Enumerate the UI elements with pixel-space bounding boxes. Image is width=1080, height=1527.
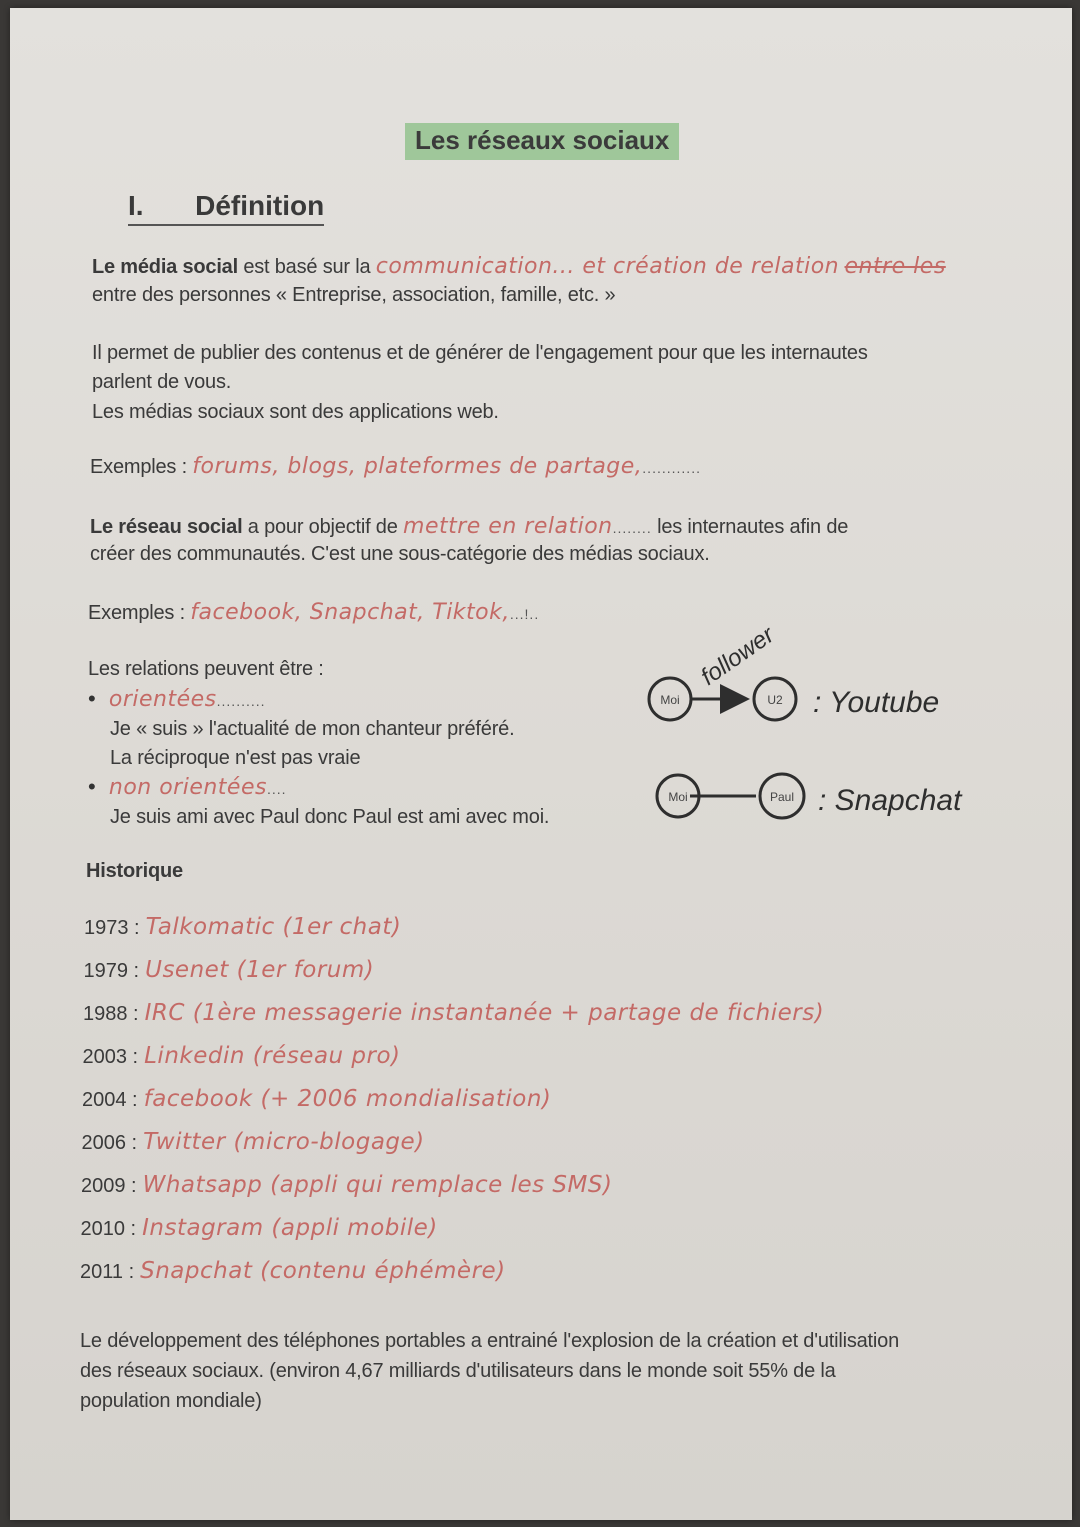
timeline-entry-handwriting: IRC (1ère messagerie instantanée + partage de fichiers)	[144, 1000, 825, 1026]
p1-handwriting: communication... et création de relation	[375, 254, 840, 279]
timeline-entry-handwriting: Linkedin (réseau pro)	[144, 1043, 401, 1069]
term-media-social: Le média social	[92, 256, 238, 278]
relations-intro: Les relations peuvent être :	[88, 658, 324, 680]
timeline-row	[83, 1000, 824, 1026]
bullet-non-oriented-line1: Je suis ami avec Paul donc Paul est ami avec moi.	[110, 806, 550, 828]
timeline-row	[82, 1086, 551, 1112]
bullet-dots: ..........	[216, 693, 266, 709]
p3-line2: créer des communautés. C'est une sous-catégorie des médias sociaux.	[90, 543, 710, 565]
section-label: Définition	[195, 190, 325, 221]
examples-networks	[88, 600, 539, 625]
paragraph-reseau-social	[90, 514, 848, 539]
conclusion-line3: population mondiale)	[80, 1390, 262, 1412]
node-moi-bottom-label: Moi	[668, 790, 688, 804]
timeline-year: 1988 :	[83, 1003, 139, 1025]
bullet-non-oriented	[88, 774, 287, 800]
bullet-non-oriented-handwriting: non orientées	[108, 775, 267, 800]
bullet-oriented-line2: La réciproque n'est pas vraie	[110, 747, 361, 769]
bullet-oriented-handwriting: orientées	[108, 687, 217, 712]
p1-text: est basé sur la	[237, 256, 376, 278]
bullet-oriented	[88, 686, 266, 712]
page-title: Les réseaux sociaux	[405, 123, 679, 160]
examples-dots: ...!..	[509, 606, 540, 622]
timeline-entry-handwriting: facebook (+ 2006 mondialisation)	[143, 1086, 552, 1112]
p1-line2: entre des personnes « Entreprise, association, famille, etc. »	[92, 284, 616, 306]
timeline-year: 2009 :	[81, 1175, 137, 1197]
p1-struck-handwriting: entre les	[844, 254, 946, 279]
section-number: I.	[128, 190, 144, 221]
conclusion-line1: Le développement des téléphones portables a entrainé l'explosion de la création et d'utilisation	[80, 1330, 900, 1352]
conclusion-line2: des réseaux sociaux. (environ 4,67 milliards d'utilisateurs dans le monde soit 55% de la	[80, 1360, 836, 1382]
timeline-year: 2004 :	[82, 1089, 138, 1111]
bullet-dot: •	[88, 686, 96, 711]
p2-line3: Les médias sociaux sont des applications web.	[92, 401, 499, 423]
p3-dots: ........	[612, 520, 652, 536]
p3-text: a pour objectif de	[242, 516, 404, 538]
edge-label-follower: follower	[695, 621, 780, 691]
bullet-oriented-line1: Je « suis » l'actualité de mon chanteur préféré.	[110, 718, 515, 740]
examples-media	[90, 454, 701, 479]
document-page	[10, 8, 1072, 1520]
term-reseau-social: Le réseau social	[90, 516, 243, 538]
caption-snapchat: : Snapchat	[818, 784, 962, 817]
timeline-row	[84, 957, 375, 983]
historique-heading: Historique	[86, 860, 183, 882]
p2-line2: parlent de vous.	[92, 371, 232, 393]
p2-line1: Il permet de publier des contenus et de générer de l'engagement pour que les internautes	[92, 342, 868, 364]
timeline-entry-handwriting: Instagram (appli mobile)	[142, 1215, 438, 1241]
timeline-year: 2003 :	[82, 1046, 139, 1068]
relations-diagram	[630, 608, 990, 838]
node-u2-label: U2	[767, 693, 783, 707]
p3-handwriting: mettre en relation	[403, 514, 613, 539]
paragraph-media-social	[92, 254, 946, 279]
timeline-year: 2006 :	[81, 1132, 138, 1154]
timeline-entry-handwriting: Talkomatic (1er chat)	[145, 914, 402, 940]
timeline-entry-handwriting: Whatsapp (appli qui remplace les SMS)	[142, 1172, 613, 1198]
caption-youtube: : Youtube	[813, 686, 940, 719]
node-moi-top-label: Moi	[660, 693, 680, 707]
p3-rest: les internautes afin de	[651, 516, 849, 538]
examples-label: Exemples :	[88, 602, 185, 624]
timeline-row	[81, 1215, 438, 1241]
timeline-year: 1979 :	[83, 960, 140, 982]
examples-label: Exemples :	[90, 456, 187, 478]
examples-media-handwriting: forums, blogs, plateformes de partage,	[192, 454, 643, 479]
timeline-row	[80, 1258, 506, 1284]
timeline-row	[82, 1129, 425, 1155]
timeline-row	[81, 1172, 612, 1198]
bullet-dot: •	[88, 774, 96, 799]
timeline-entry-handwriting: Usenet (1er forum)	[145, 957, 375, 983]
timeline-year: 2010 :	[80, 1218, 137, 1240]
section-heading	[128, 190, 324, 226]
timeline-row	[83, 1043, 401, 1069]
node-paul-label: Paul	[769, 790, 795, 804]
timeline-year: 1973 :	[84, 917, 140, 939]
examples-networks-handwriting: facebook, Snapchat, Tiktok,	[190, 600, 510, 625]
examples-dots: ............	[642, 460, 701, 476]
timeline-entry-handwriting: Twitter (micro-blogage)	[143, 1129, 425, 1155]
bullet-dots: ....	[266, 781, 287, 797]
timeline-entry-handwriting: Snapchat (contenu éphémère)	[140, 1258, 506, 1284]
timeline-row	[84, 914, 401, 940]
timeline-year: 2011 :	[80, 1261, 135, 1283]
